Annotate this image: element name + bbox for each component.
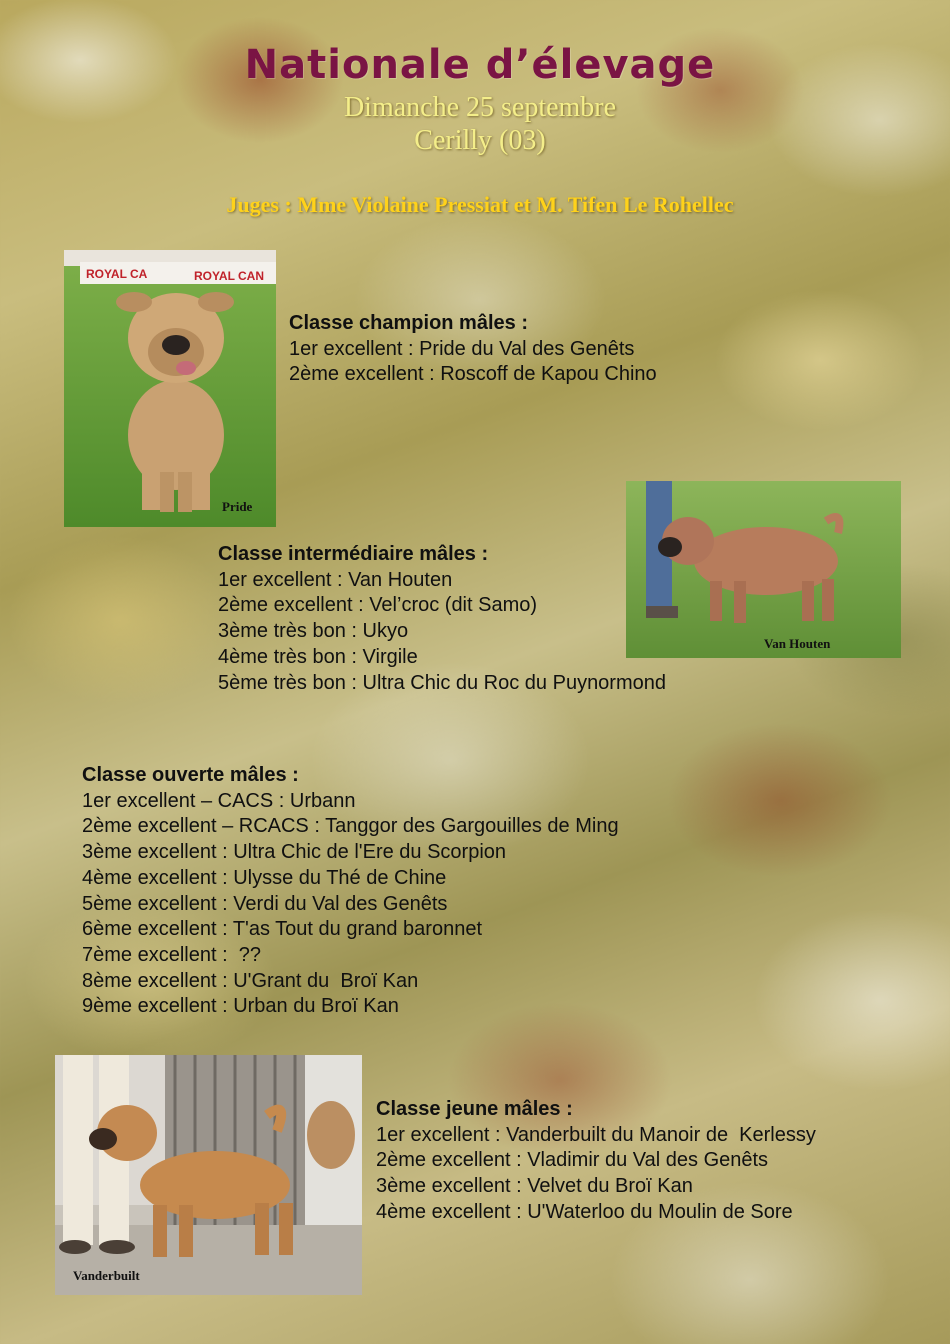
event-date: Dimanche 25 septembre (343, 92, 617, 123)
class-intermediaire-result: 5ème très bon : Ultra Chic du Roc du Puynormond (218, 671, 666, 694)
caption-van-houten: Van Houten (764, 636, 831, 651)
class-jeune-result: 3ème excellent : Velvet du Broï Kan (376, 1175, 693, 1198)
dog-photo-pride-image (64, 250, 276, 527)
photo-van-houten (626, 481, 901, 658)
class-ouverte-result: 3ème excellent : Ultra Chic de l'Ere du Scorpion (82, 841, 507, 864)
class-intermediaire-heading: Classe intermédiaire mâles : (218, 543, 489, 565)
class-champion-heading: Classe champion mâles : (289, 312, 528, 334)
class-jeune-result: 2ème excellent : Vladimir du Val des Genêts (376, 1149, 769, 1172)
page-title: Nationale d’élevage (244, 42, 716, 88)
class-champion-block (289, 311, 657, 388)
class-ouverte-result: 4ème excellent : Ulysse du Thé de Chine (82, 866, 447, 889)
class-ouverte-result: 2ème excellent – RCACS : Tanggor des Gargouilles de Ming (82, 815, 619, 838)
class-intermediaire-result: 2ème excellent : Vel’croc (dit Samo) (218, 594, 538, 617)
class-ouverte-result: 5ème excellent : Verdi du Val des Genêts (82, 892, 448, 915)
class-intermediaire-result: 4ème très bon : Virgile (218, 645, 418, 668)
class-ouverte-result: 9ème excellent : Urban du Broï Kan (82, 995, 399, 1018)
class-ouverte-result: 8ème excellent : U'Grant du Broï Kan (82, 969, 419, 992)
class-ouverte-result: 6ème excellent : T'as Tout du grand baronnet (82, 918, 483, 941)
event-place: Cerilly (03) (414, 125, 546, 156)
caption-pride: Pride (222, 499, 253, 514)
class-jeune-block (376, 1097, 816, 1226)
dog-photo-vanderbuilt-image (55, 1055, 362, 1295)
class-jeune-result: 4ème excellent : U'Waterloo du Moulin de Sore (376, 1200, 793, 1223)
class-intermediaire-result: 3ème très bon : Ukyo (218, 620, 409, 643)
judges-line: Juges : Mme Violaine Pressiat et M. Tifen Le Rohellec (226, 192, 734, 217)
dog-photo-van-houten-image (626, 481, 901, 658)
class-intermediaire-result: 1er excellent : Van Houten (218, 568, 453, 591)
class-ouverte-result: 1er excellent – CACS : Urbann (82, 789, 356, 812)
class-intermediaire-block (218, 542, 666, 696)
class-jeune-result: 1er excellent : Vanderbuilt du Manoir de Kerlessy (376, 1123, 816, 1146)
photo-pride (64, 250, 276, 527)
caption-vanderbuilt: Vanderbuilt (73, 1268, 140, 1283)
class-ouverte-result: 7ème excellent : ?? (82, 943, 261, 966)
class-ouverte-block (82, 763, 619, 1020)
class-champion-result: 2ème excellent : Roscoff de Kapou Chino (289, 363, 657, 386)
class-ouverte-heading: Classe ouverte mâles : (82, 764, 299, 786)
banner-text-left: ROYAL CA (86, 267, 148, 281)
photo-vanderbuilt (55, 1055, 362, 1295)
banner-text-right: ROYAL CAN (194, 269, 265, 283)
class-champion-result: 1er excellent : Pride du Val des Genêts (289, 337, 635, 360)
class-jeune-heading: Classe jeune mâles : (376, 1098, 573, 1120)
